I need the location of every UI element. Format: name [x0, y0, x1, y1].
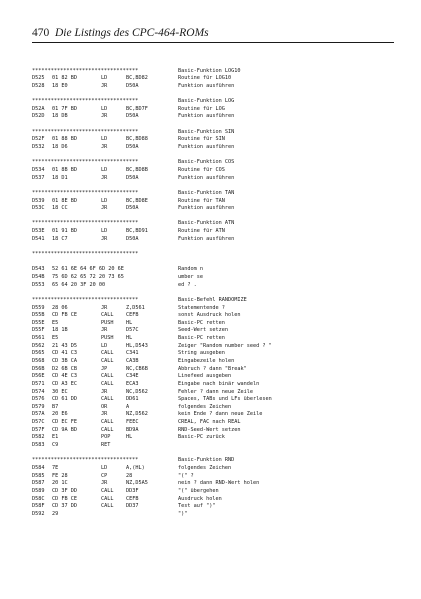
operand: BC,BD7F [126, 105, 148, 112]
separator-stars: ********************************** [32, 189, 139, 196]
address: D55F [32, 327, 45, 334]
code-line [32, 106, 394, 114]
operand: BD9A [126, 426, 139, 433]
mnemonic: LD [101, 342, 108, 349]
comment: Test auf ")" [178, 503, 216, 510]
hex-bytes: 28 06 [52, 304, 68, 311]
address: D565 [32, 350, 45, 357]
code-line [32, 358, 394, 366]
mnemonic: CALL [101, 380, 114, 387]
mnemonic: JP [101, 365, 108, 372]
blank-line [32, 121, 394, 129]
code-line [32, 350, 394, 358]
operand: BC,BD8B [126, 166, 148, 173]
address: D56E [32, 373, 45, 380]
address: D52F [32, 136, 45, 143]
comment: Funktion ausführen [178, 82, 235, 89]
operand: Z,D561 [126, 304, 145, 311]
hex-bytes: CD 61 DD [52, 396, 77, 403]
address: D57F [32, 426, 45, 433]
address: D562 [32, 342, 45, 349]
blank-line [32, 289, 394, 297]
comment: folgendes Zeichen [178, 464, 232, 471]
running-header [32, 26, 392, 40]
mnemonic: CALL [101, 419, 114, 426]
hex-bytes: 75 6D 62 65 72 20 73 65 [52, 273, 124, 280]
hex-bytes: 18 E0 [52, 82, 68, 89]
separator-stars: ********************************** [32, 457, 139, 464]
address: D585 [32, 472, 45, 479]
operand: NC,CB6B [126, 365, 148, 372]
hex-bytes: 01 8E BD [52, 197, 77, 204]
hex-bytes: 18 CC [52, 205, 68, 212]
address: D579 [32, 403, 45, 410]
section-separator [32, 98, 394, 106]
address: D553 [32, 281, 45, 288]
code-line [32, 136, 394, 144]
operand: A,(HL) [126, 464, 145, 471]
page-number: 470 [32, 27, 50, 39]
operand: 28 [126, 472, 133, 479]
separator-stars: ********************************** [32, 128, 139, 135]
code-line [32, 305, 394, 313]
section-separator [32, 220, 394, 228]
mnemonic: OR [101, 403, 108, 410]
code-line [32, 480, 394, 488]
comment: sonst Ausdruck holen [178, 312, 241, 319]
address: D52D [32, 113, 45, 120]
mnemonic: JR [101, 388, 108, 395]
comment: Seed-Wert setzen [178, 327, 228, 334]
address: D543 [32, 266, 45, 273]
address: D576 [32, 396, 45, 403]
address: D57C [32, 419, 45, 426]
operand: FEEC [126, 419, 139, 426]
operand: C34E [126, 373, 139, 380]
hex-bytes: 7E [52, 464, 59, 471]
ascii-text: umber se [178, 273, 203, 280]
hex-bytes: CD FB CE [52, 495, 77, 502]
mnemonic: JR [101, 113, 108, 120]
mnemonic: JR [101, 205, 108, 212]
hex-bytes: E1 [52, 434, 59, 441]
operand: D57C [126, 327, 139, 334]
code-line [32, 175, 394, 183]
hex-bytes: 29 [52, 510, 59, 517]
comment: Basic-PC retten [178, 335, 225, 342]
comment: Routine für LOG [178, 105, 225, 112]
mnemonic: JR [101, 304, 108, 311]
code-line [32, 488, 394, 496]
hex-bytes: CD A3 EC [52, 380, 77, 387]
hex-bytes: 01 82 BD [52, 75, 77, 82]
code-line [32, 442, 394, 450]
hex-bytes: 18 D1 [52, 174, 68, 181]
address: D574 [32, 388, 45, 395]
code-line [32, 228, 394, 236]
operand: HL,D543 [126, 342, 148, 349]
code-line [32, 198, 394, 206]
mnemonic: RET [101, 442, 111, 449]
header-rule [32, 42, 394, 43]
blank-line [32, 243, 394, 251]
hex-bytes: 01 88 BD [52, 136, 77, 143]
mnemonic: CALL [101, 495, 114, 502]
code-line [32, 366, 394, 374]
comment: Routine für TAN [178, 197, 225, 204]
operand: ECA3 [126, 380, 139, 387]
comment: Routine für SIN [178, 136, 225, 143]
mnemonic: JR [101, 411, 108, 418]
operand: CA3B [126, 357, 139, 364]
address: D584 [32, 464, 45, 471]
separator-stars: ********************************** [32, 220, 139, 227]
address: D559 [32, 304, 45, 311]
hex-bytes: D2 6B CB [52, 365, 77, 372]
mnemonic: LD [101, 166, 108, 173]
separator-stars: ********************************** [32, 98, 139, 105]
mnemonic: PUSH [101, 335, 114, 342]
code-line [32, 205, 394, 213]
code-line [32, 167, 394, 175]
operand: BC,BD8E [126, 197, 148, 204]
code-line [32, 511, 394, 519]
code-line [32, 381, 394, 389]
comment: Statementende ? [178, 304, 225, 311]
operand: A [126, 403, 130, 410]
hex-bytes: FE 28 [52, 472, 68, 479]
code-line [32, 465, 394, 473]
hex-bytes: CD 37 DD [52, 503, 77, 510]
address: D55E [32, 319, 45, 326]
comment: Ausdruck holen [178, 495, 222, 502]
hex-bytes: E5 [52, 319, 59, 326]
address: D58C [32, 495, 45, 502]
mnemonic: LD [101, 105, 108, 112]
comment: Eingabezeile holen [178, 357, 235, 364]
hex-bytes: 01 91 BD [52, 228, 77, 235]
section-title: Basic-Funktion RND [178, 457, 235, 464]
mnemonic: CALL [101, 426, 114, 433]
hex-bytes: CD 41 C3 [52, 350, 77, 357]
section-separator [32, 297, 394, 305]
operand: BC,BD82 [126, 75, 148, 82]
code-line [32, 312, 394, 320]
mnemonic: CALL [101, 503, 114, 510]
comment: nein ? dann RND-Wert holen [178, 480, 260, 487]
comment: Routine für ATN [178, 228, 225, 235]
comment: Routine für COS [178, 166, 225, 173]
operand: BC,BD91 [126, 228, 148, 235]
mnemonic: LD [101, 75, 108, 82]
operand: NZ,D562 [126, 411, 148, 418]
operand: CEFB [126, 495, 139, 502]
comment: "(" ? [178, 472, 194, 479]
data-line [32, 282, 394, 290]
hex-bytes: 01 8B BD [52, 166, 77, 173]
code-line [32, 434, 394, 442]
address: D53C [32, 205, 45, 212]
operand: D50A [126, 82, 139, 89]
mnemonic: POP [101, 434, 111, 441]
operand: D50A [126, 235, 139, 242]
blank-line [32, 91, 394, 99]
mnemonic: PUSH [101, 319, 114, 326]
hex-bytes: CD EC FE [52, 419, 77, 426]
address: D53E [32, 228, 45, 235]
address: D534 [32, 166, 45, 173]
hex-bytes: CD 3F DD [52, 487, 77, 494]
operand: BC,BD88 [126, 136, 148, 143]
section-title: Basic-Funktion SIN [178, 128, 235, 135]
address: D532 [32, 144, 45, 151]
code-line [32, 427, 394, 435]
blank-line [32, 182, 394, 190]
hex-bytes: C9 [52, 442, 59, 449]
blank-line [32, 450, 394, 458]
code-line [32, 75, 394, 83]
code-line [32, 113, 394, 121]
comment: RND-Seed-Wert setzen [178, 426, 241, 433]
operand: CEFB [126, 312, 139, 319]
hex-bytes: 20 E6 [52, 411, 68, 418]
blank-line [32, 213, 394, 221]
operand: C341 [126, 350, 139, 357]
operand: NC,D562 [126, 388, 148, 395]
address: D541 [32, 235, 45, 242]
code-line [32, 503, 394, 511]
hex-bytes: 65 64 20 3F 20 00 [52, 281, 106, 288]
code-line [32, 396, 394, 404]
hex-bytes: B7 [52, 403, 59, 410]
hex-bytes: CD 3B CA [52, 357, 77, 364]
separator-stars: ********************************** [32, 67, 139, 74]
comment: Basic-PC zurück [178, 434, 225, 441]
section-title: Basic-Funktion LOG10 [178, 67, 241, 74]
mnemonic: LD [101, 228, 108, 235]
section-title: Basic-Funktion LOG [178, 98, 235, 105]
hex-bytes: 52 61 6E 64 6F 6D 20 6E [52, 266, 124, 273]
address: D537 [32, 174, 45, 181]
mnemonic: CALL [101, 312, 114, 319]
code-line [32, 389, 394, 397]
operand: D50A [126, 113, 139, 120]
comment: "(" übergehen [178, 487, 219, 494]
hex-bytes: 18 D6 [52, 144, 68, 151]
mnemonic: JR [101, 144, 108, 151]
mnemonic: JR [101, 174, 108, 181]
address: D592 [32, 510, 45, 517]
mnemonic: CALL [101, 487, 114, 494]
mnemonic: LD [101, 136, 108, 143]
separator-stars: ********************************** [32, 251, 139, 258]
address: D56B [32, 365, 45, 372]
mnemonic: CALL [101, 350, 114, 357]
hex-bytes: 30 EC [52, 388, 68, 395]
address: D587 [32, 480, 45, 487]
mnemonic: CP [101, 472, 108, 479]
address: D561 [32, 335, 45, 342]
section-separator [32, 251, 394, 259]
operand: DD61 [126, 396, 139, 403]
hex-bytes: CD 9A BD [52, 426, 77, 433]
ascii-text: ed ? . [178, 281, 197, 288]
blank-line [32, 259, 394, 267]
comment: Linefeed ausgeben [178, 373, 232, 380]
section-title: Basic-Funktion COS [178, 159, 235, 166]
hex-bytes: 21 43 D5 [52, 342, 77, 349]
section-separator [32, 457, 394, 465]
page-title: Die Listings des CPC-464-ROMs [55, 27, 209, 39]
blank-line [32, 152, 394, 160]
address: D54B [32, 273, 45, 280]
mnemonic: LD [101, 197, 108, 204]
mnemonic: CALL [101, 396, 114, 403]
comment: Basic-PC retten [178, 319, 225, 326]
address: D528 [32, 82, 45, 89]
comment: String ausgeben [178, 350, 225, 357]
operand: NZ,D5A5 [126, 480, 148, 487]
address: D525 [32, 75, 45, 82]
address: D582 [32, 434, 45, 441]
comment: Funktion ausführen [178, 144, 235, 151]
address: D568 [32, 357, 45, 364]
section-separator [32, 159, 394, 167]
hex-bytes: CD FB CE [52, 312, 77, 319]
code-line [32, 144, 394, 152]
code-line [32, 411, 394, 419]
operand: D50A [126, 174, 139, 181]
mnemonic: JR [101, 235, 108, 242]
hex-bytes: 01 7F BD [52, 105, 77, 112]
operand: HL [126, 434, 133, 441]
comment: Routine für LOG10 [178, 75, 232, 82]
comment: CREAL, FAC nach REAL [178, 419, 241, 426]
address: D589 [32, 487, 45, 494]
address: D55B [32, 312, 45, 319]
section-separator [32, 68, 394, 76]
address: D57A [32, 411, 45, 418]
address: D58F [32, 503, 45, 510]
operand: HL [126, 319, 133, 326]
ascii-text: Random n [178, 266, 203, 273]
code-line [32, 236, 394, 244]
assembly-listing [32, 60, 394, 518]
mnemonic: JR [101, 327, 108, 334]
comment: Abbruch ? dann "Break" [178, 365, 247, 372]
mnemonic: CALL [101, 357, 114, 364]
code-line [32, 335, 394, 343]
comment: Fehler ? dann neue Zeile [178, 388, 253, 395]
hex-bytes: 20 1C [52, 480, 68, 487]
comment: Funktion ausführen [178, 174, 235, 181]
section-title: Basic-Befehl RANDOMIZE [178, 296, 247, 303]
data-line [32, 274, 394, 282]
address: D583 [32, 442, 45, 449]
operand: DD37 [126, 503, 139, 510]
address: D52A [32, 105, 45, 112]
operand: D50A [126, 205, 139, 212]
mnemonic: JR [101, 82, 108, 89]
comment: Zeiger "Random number seed ? " [178, 342, 272, 349]
data-line [32, 266, 394, 274]
comment: Funktion ausführen [178, 113, 235, 120]
separator-stars: ********************************** [32, 159, 139, 166]
mnemonic: JR [101, 480, 108, 487]
code-line [32, 473, 394, 481]
code-line [32, 327, 394, 335]
code-line [32, 373, 394, 381]
comment: Eingabe nach binär wandeln [178, 380, 260, 387]
code-line [32, 320, 394, 328]
mnemonic: CALL [101, 373, 114, 380]
hex-bytes: CD 4E C3 [52, 373, 77, 380]
address: D571 [32, 380, 45, 387]
hex-bytes: 18 DB [52, 113, 68, 120]
section-separator [32, 129, 394, 137]
comment: kein Ende ? dann neue Zeile [178, 411, 263, 418]
comment: Spaces, TABs und LFs überlesen [178, 396, 272, 403]
code-line [32, 496, 394, 504]
comment: Funktion ausführen [178, 235, 235, 242]
blank-line [32, 60, 394, 68]
code-line [32, 404, 394, 412]
hex-bytes: E5 [52, 335, 59, 342]
operand: D50A [126, 144, 139, 151]
code-line [32, 419, 394, 427]
mnemonic: LD [101, 464, 108, 471]
section-title: Basic-Funktion TAN [178, 189, 235, 196]
section-separator [32, 190, 394, 198]
code-line [32, 343, 394, 351]
operand: HL [126, 335, 133, 342]
separator-stars: ********************************** [32, 296, 139, 303]
hex-bytes: 18 C7 [52, 235, 68, 242]
comment: folgendes Zeichen [178, 403, 232, 410]
comment: ")" [178, 510, 188, 517]
address: D539 [32, 197, 45, 204]
comment: Funktion ausführen [178, 205, 235, 212]
section-title: Basic-Funktion ATN [178, 220, 235, 227]
code-line [32, 83, 394, 91]
hex-bytes: 18 1B [52, 327, 68, 334]
operand: DD3F [126, 487, 139, 494]
